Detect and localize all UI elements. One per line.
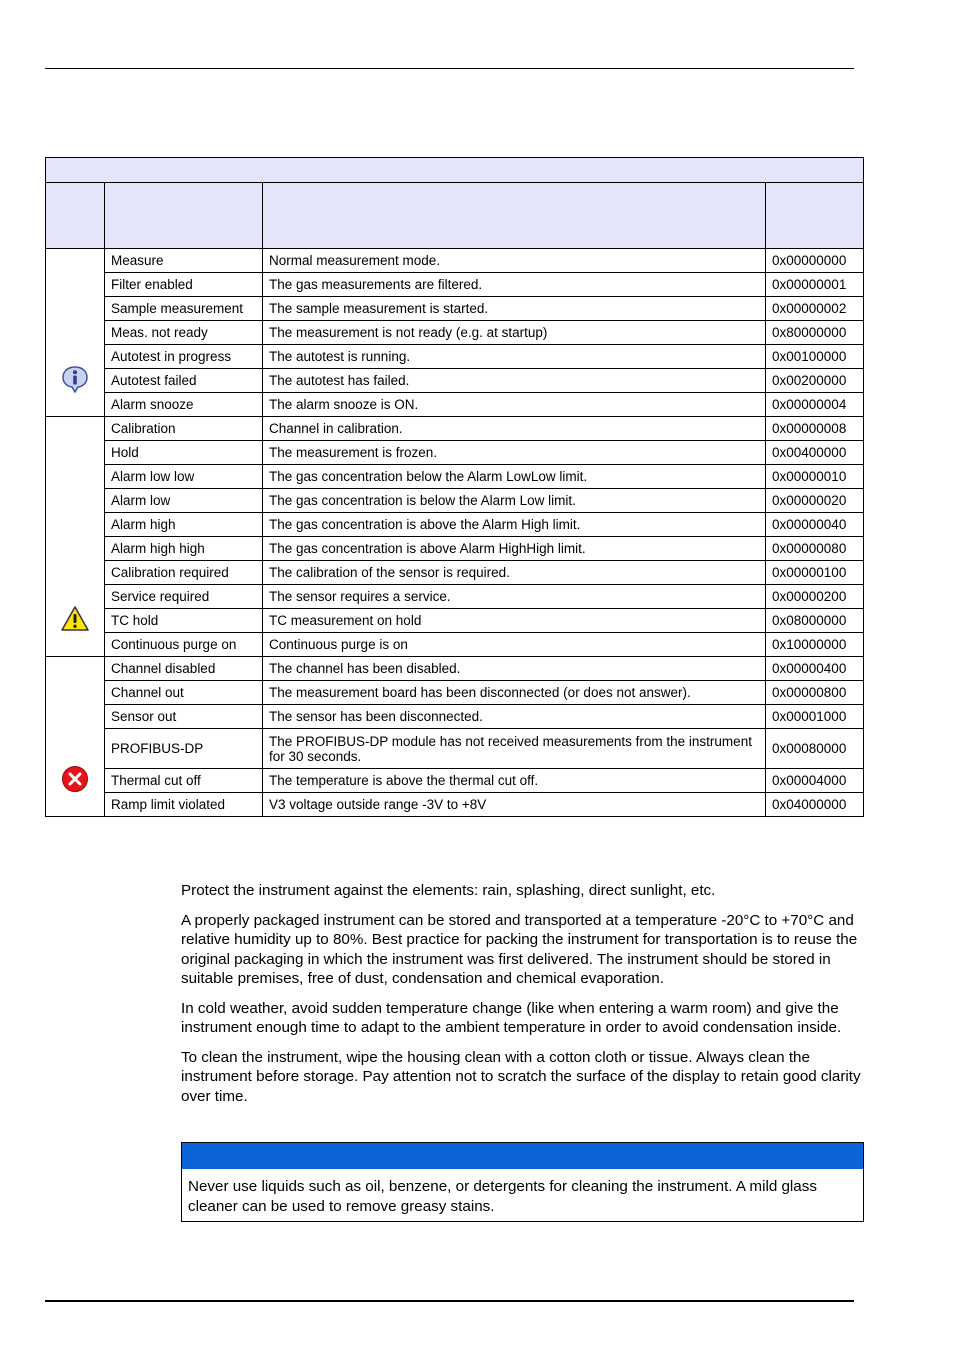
description-cell: The channel has been disabled. <box>263 657 766 681</box>
state-cell: Alarm high <box>105 513 263 537</box>
code-cell: 0x00000010 <box>766 465 864 489</box>
code-cell: 0x00000008 <box>766 417 864 441</box>
description-cell: The gas concentration is above the Alarm High limit. <box>263 513 766 537</box>
table-row <box>46 681 864 705</box>
code-cell: 0x00400000 <box>766 441 864 465</box>
description-cell: The measurement is not ready (e.g. at startup) <box>263 321 766 345</box>
paragraph-storage: A properly packaged instrument can be stored and transported at a temperature -20°C to +70°C and relative humidity up to 80%. Best practice for packing the instrument for transportation is to reuse the original packaging in which the instrument was first delivered. The instrument should be stored in suitable premises, free of dust, condensation and chemical evaporation. <box>181 911 858 987</box>
state-cell: Calibration <box>105 417 263 441</box>
description-cell: Channel in calibration. <box>263 417 766 441</box>
state-cell: PROFIBUS-DP <box>105 729 263 769</box>
code-cell: 0x00000400 <box>766 657 864 681</box>
header-icon <box>46 183 105 249</box>
table-row <box>46 393 864 417</box>
status-icon-cell <box>46 417 105 657</box>
table-row <box>46 769 864 793</box>
table-row <box>46 609 864 633</box>
table-row <box>46 465 864 489</box>
state-cell: Autotest failed <box>105 369 263 393</box>
code-cell: 0x00000100 <box>766 561 864 585</box>
table-row <box>46 369 864 393</box>
state-cell: Autotest in progress <box>105 345 263 369</box>
header-state <box>105 183 263 249</box>
code-cell: 0x00200000 <box>766 369 864 393</box>
table-row <box>46 417 864 441</box>
description-cell: The gas concentration below the Alarm LowLow limit. <box>263 465 766 489</box>
header-description <box>263 183 766 249</box>
paragraph-protection: Protect the instrument against the elements: rain, splashing, direct sunlight, etc. <box>181 882 716 899</box>
notice-body: Never use liquids such as oil, benzene, or detergents for cleaning the instrument. A mild glass cleaner can be used to remove greasy stains. <box>188 1178 817 1215</box>
state-cell: Sample measurement <box>105 297 263 321</box>
table-row <box>46 657 864 681</box>
state-cell: Channel disabled <box>105 657 263 681</box>
table-title-row <box>46 158 864 183</box>
description-cell: The alarm snooze is ON. <box>263 393 766 417</box>
table-row <box>46 297 864 321</box>
state-cell: Continuous purge on <box>105 633 263 657</box>
code-cell: 0x04000000 <box>766 793 864 817</box>
info-icon <box>61 365 89 393</box>
code-cell: 0x00000040 <box>766 513 864 537</box>
table-row <box>46 585 864 609</box>
description-cell: The sensor requires a service. <box>263 585 766 609</box>
table-row <box>46 513 864 537</box>
state-cell: Measure <box>105 249 263 273</box>
state-cell: Alarm low low <box>105 465 263 489</box>
state-cell: Alarm snooze <box>105 393 263 417</box>
description-cell: The sample measurement is started. <box>263 297 766 321</box>
description-cell: The autotest has failed. <box>263 369 766 393</box>
header-code <box>766 183 864 249</box>
table-row <box>46 729 864 769</box>
description-cell: The measurement board has been disconnected (or does not answer). <box>263 681 766 705</box>
table-row <box>46 273 864 297</box>
table-row <box>46 345 864 369</box>
description-cell: The PROFIBUS-DP module has not received measurements from the instrument for 30 seconds. <box>263 729 766 769</box>
code-cell: 0x00000004 <box>766 393 864 417</box>
table-row <box>46 321 864 345</box>
code-cell: 0x80000000 <box>766 321 864 345</box>
code-cell: 0x00004000 <box>766 769 864 793</box>
table-row <box>46 705 864 729</box>
body-text <box>181 881 864 1116</box>
code-cell: 0x00000020 <box>766 489 864 513</box>
state-cell: Meas. not ready <box>105 321 263 345</box>
table-title <box>46 158 864 183</box>
code-cell: 0x00001000 <box>766 705 864 729</box>
status-icon-cell <box>46 249 105 417</box>
bottom-rule <box>45 1300 854 1302</box>
code-cell: 0x10000000 <box>766 633 864 657</box>
state-cell: Service required <box>105 585 263 609</box>
table-row <box>46 793 864 817</box>
code-cell: 0x08000000 <box>766 609 864 633</box>
state-cell: Thermal cut off <box>105 769 263 793</box>
state-cell: TC hold <box>105 609 263 633</box>
state-cell: Ramp limit violated <box>105 793 263 817</box>
code-cell: 0x00000002 <box>766 297 864 321</box>
code-cell: 0x00000200 <box>766 585 864 609</box>
state-cell: Filter enabled <box>105 273 263 297</box>
description-cell: The measurement is frozen. <box>263 441 766 465</box>
description-cell: Continuous purge is on <box>263 633 766 657</box>
state-cell: Alarm low <box>105 489 263 513</box>
notice-header <box>182 1143 863 1169</box>
table-row <box>46 633 864 657</box>
paragraph-cold-weather: In cold weather, avoid sudden temperature change (like when entering a warm room) and give the instrument enough time to adapt to the ambient temperature in order to avoid condensation inside. <box>181 999 842 1036</box>
description-cell: Normal measurement mode. <box>263 249 766 273</box>
table-row <box>46 489 864 513</box>
description-cell: The calibration of the sensor is required. <box>263 561 766 585</box>
code-cell: 0x00080000 <box>766 729 864 769</box>
code-cell: 0x00100000 <box>766 345 864 369</box>
description-cell: The autotest is running. <box>263 345 766 369</box>
description-cell: The sensor has been disconnected. <box>263 705 766 729</box>
code-cell: 0x00000080 <box>766 537 864 561</box>
notice-box <box>181 1142 864 1222</box>
description-cell: The gas measurements are filtered. <box>263 273 766 297</box>
table-header-row <box>46 183 864 249</box>
description-cell: The gas concentration is above Alarm HighHigh limit. <box>263 537 766 561</box>
warning-icon <box>61 605 89 633</box>
description-cell: The gas concentration is below the Alarm Low limit. <box>263 489 766 513</box>
description-cell: TC measurement on hold <box>263 609 766 633</box>
state-cell: Channel out <box>105 681 263 705</box>
table-row <box>46 537 864 561</box>
top-rule <box>45 68 854 69</box>
status-icon-cell <box>46 657 105 817</box>
code-cell: 0x00000001 <box>766 273 864 297</box>
state-cell: Alarm high high <box>105 537 263 561</box>
code-cell: 0x00000000 <box>766 249 864 273</box>
description-cell: The temperature is above the thermal cut off. <box>263 769 766 793</box>
code-cell: 0x00000800 <box>766 681 864 705</box>
status-table <box>45 157 864 817</box>
description-cell: V3 voltage outside range -3V to +8V <box>263 793 766 817</box>
state-cell: Calibration required <box>105 561 263 585</box>
table-row <box>46 561 864 585</box>
state-cell: Hold <box>105 441 263 465</box>
state-cell: Sensor out <box>105 705 263 729</box>
table-row <box>46 249 864 273</box>
error-icon <box>61 765 89 793</box>
table-row <box>46 441 864 465</box>
paragraph-cleaning: To clean the instrument, wipe the housing clean with a cotton cloth or tissue. Always clean the instrument before storage. Pay attention not to scratch the surface of the display to retain good clarity over time. <box>181 1048 861 1105</box>
